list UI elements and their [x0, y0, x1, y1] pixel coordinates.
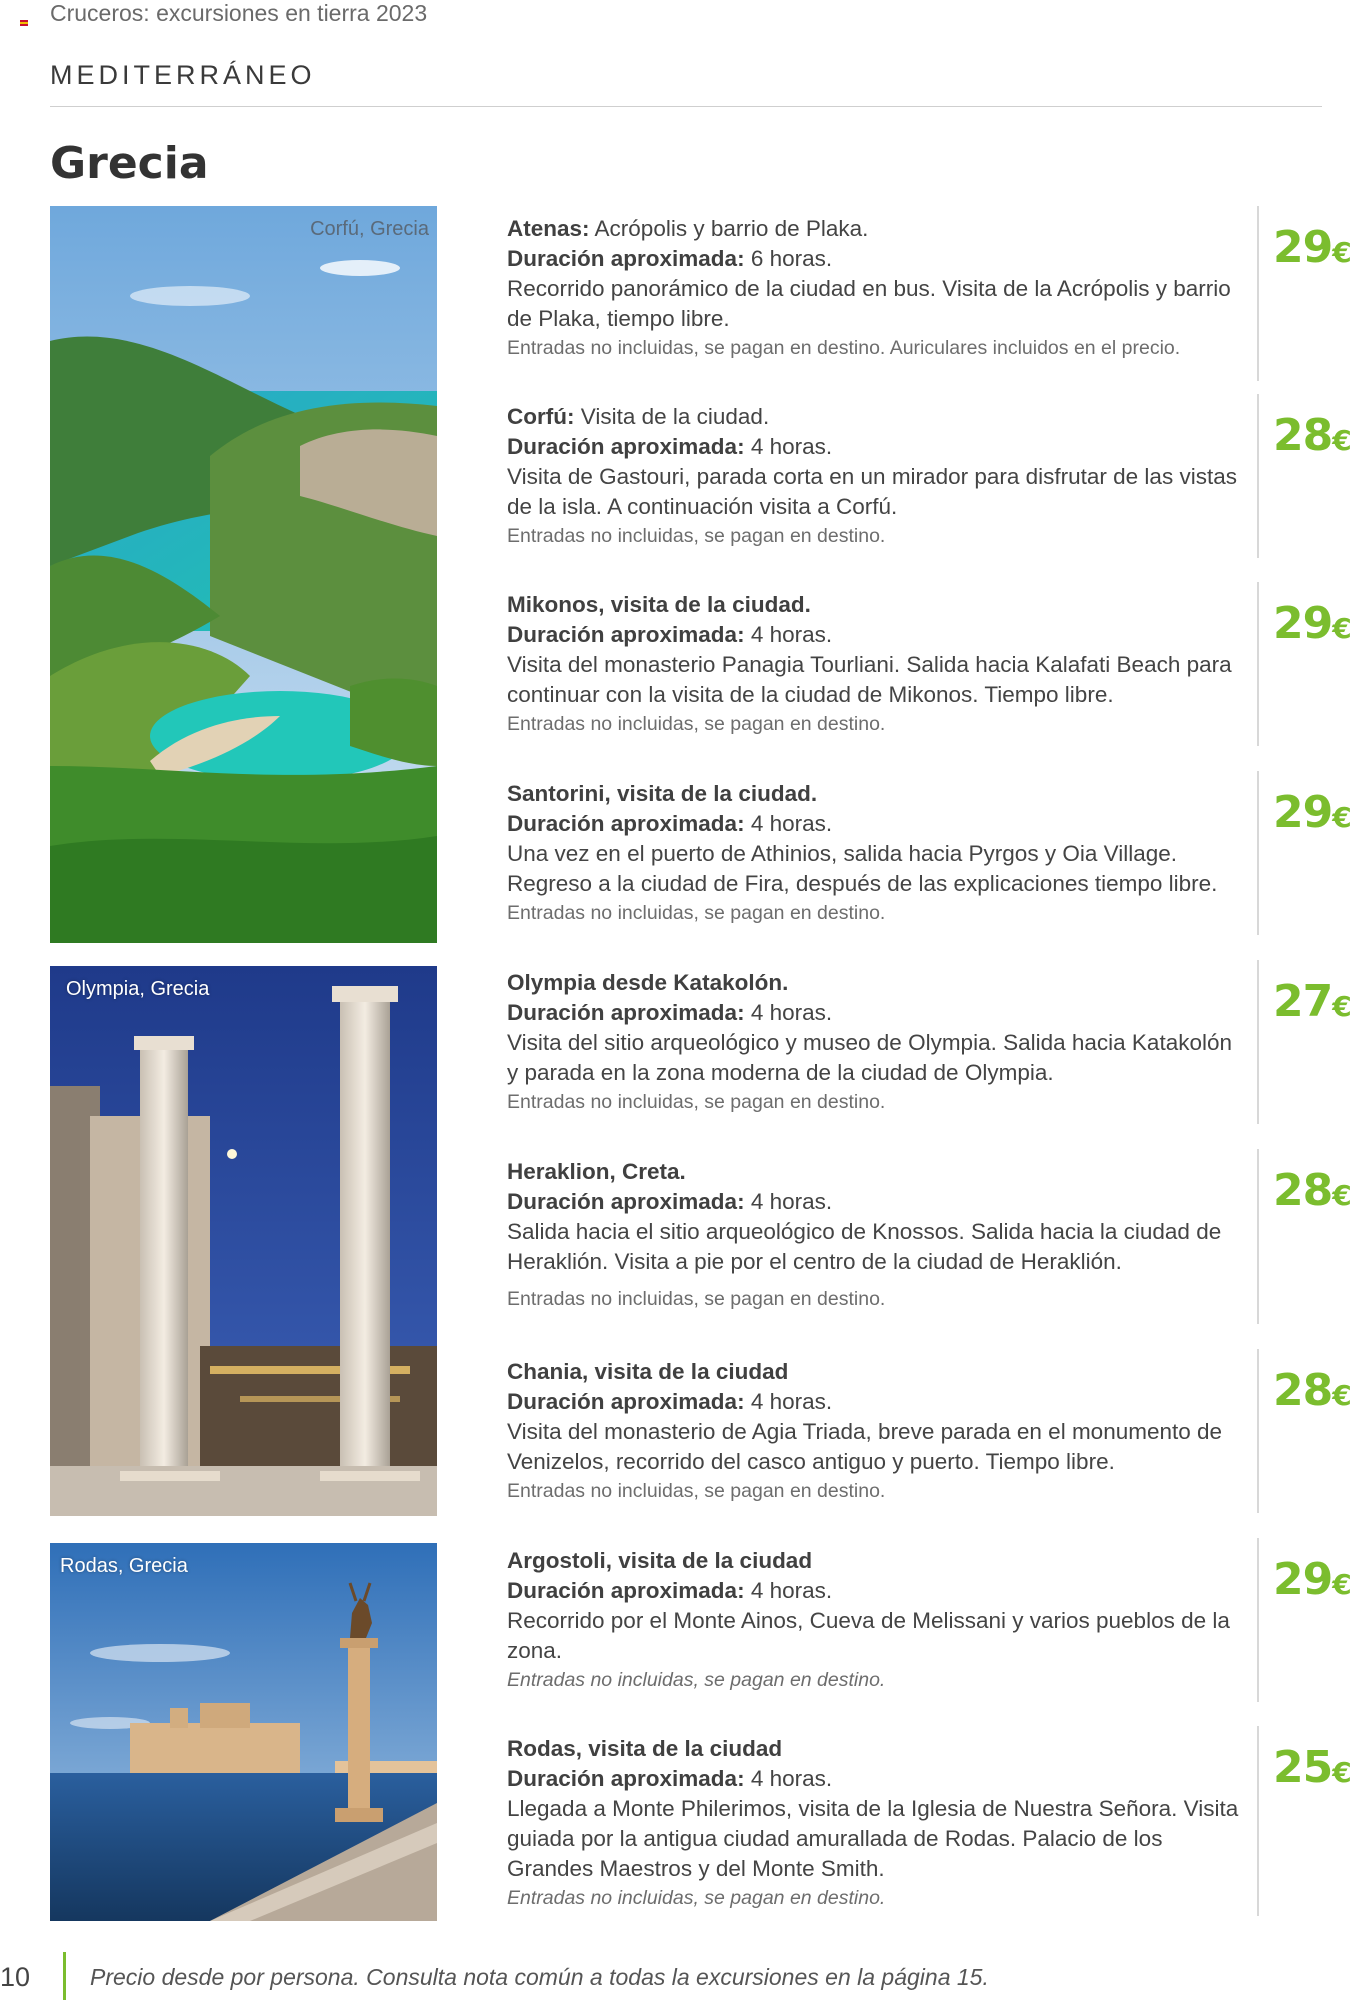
duration-label: Duración aproximada: [507, 1000, 745, 1025]
currency-symbol: € [1332, 1179, 1352, 1212]
price-value: 29 [1273, 1554, 1333, 1605]
excursion-title-bold: Santorini, visita de la ciudad. [507, 781, 818, 806]
excursion-note: Entradas no incluidas, se pagan en destino. [507, 1091, 886, 1113]
duration-value: 4 horas. [744, 434, 833, 459]
excursion-duration [507, 998, 1247, 1028]
excursion-item [507, 1157, 1247, 1313]
excursion-title-rest: Acrópolis y barrio de Plaka. [589, 216, 869, 241]
price-value: 29 [1273, 598, 1333, 649]
excursion-note: Entradas no incluidas, se pagan en destino. [507, 902, 886, 924]
excursion-note: Entradas no incluidas, se pagan en destino. Auriculares incluidos en el precio. [507, 337, 1181, 359]
duration-label: Duración aproximada: [507, 1389, 745, 1414]
excursion-title-bold: Corfú: [507, 404, 575, 429]
excursion-description: Llegada a Monte Philerimos, visita de la Iglesia de Nuestra Señora. Visita guiada por la antigua ciudad amurallada de Rodas. Palacio de los Grandes Maestros y del Monte Smith. [507, 1796, 1239, 1881]
excursion-title [507, 968, 1247, 998]
footer-accent-bar [63, 1952, 66, 2000]
duration-value: 4 horas. [744, 1578, 833, 1603]
excursion-title-rest: Visita de la ciudad. [574, 404, 770, 429]
photo-caption: Corfú, Grecia [310, 218, 429, 240]
duration-value: 4 horas. [744, 1766, 833, 1791]
price-value: 28 [1273, 1165, 1333, 1216]
price-box [1257, 206, 1352, 381]
harbour-photo-icon [50, 1543, 437, 1921]
excursion-title-bold: Mikonos, visita de la ciudad. [507, 592, 811, 617]
excursion-item [507, 1546, 1247, 1694]
price-tag [1273, 598, 1352, 649]
currency-symbol: € [1332, 801, 1352, 834]
excursion-description: Una vez en el puerto de Athinios, salida hacia Pyrgos y Oia Village. Regreso a la ciudad de Fira, después de las explicaciones tiempo libre. [507, 841, 1218, 896]
columns-photo-icon [50, 966, 437, 1516]
price-value: 25 [1273, 1742, 1333, 1793]
excursion-title-bold: Heraklion, Creta. [507, 1159, 686, 1184]
price-box [1257, 582, 1352, 746]
excursion-item [507, 968, 1247, 1116]
publication-title: Cruceros: excursiones en tierra 2023 [50, 0, 428, 26]
flag-icon [20, 20, 28, 26]
price-tag [1273, 1165, 1352, 1216]
excursion-duration [507, 1576, 1247, 1606]
duration-value: 6 horas. [744, 246, 833, 271]
excursion-note: Entradas no incluidas, se pagan en destino. [507, 1887, 886, 1909]
footer-note: Precio desde por persona. Consulta nota común a todas la excursiones en la página 15. [90, 1964, 989, 1990]
duration-value: 4 horas. [744, 1189, 833, 1214]
currency-symbol: € [1332, 236, 1352, 269]
photo-caption: Olympia, Grecia [66, 978, 210, 1000]
excursion-title [507, 1546, 1247, 1576]
price-box [1257, 1726, 1352, 1916]
duration-value: 4 horas. [744, 1389, 833, 1414]
excursion-title-bold: Rodas, visita de la ciudad [507, 1736, 783, 1761]
excursion-title [507, 1157, 1247, 1187]
price-box [1257, 771, 1352, 935]
price-tag [1273, 410, 1352, 461]
duration-label: Duración aproximada: [507, 246, 745, 271]
excursion-item [507, 402, 1247, 550]
price-box [1257, 394, 1352, 558]
excursion-note: Entradas no incluidas, se pagan en destino. [507, 1480, 886, 1502]
photo-caption: Rodas, Grecia [60, 1555, 188, 1577]
page-number: 10 [0, 1962, 31, 1992]
excursion-item [507, 1734, 1247, 1912]
duration-label: Duración aproximada: [507, 1189, 745, 1214]
excursion-item [507, 590, 1247, 738]
currency-symbol: € [1332, 612, 1352, 645]
excursion-title [507, 1734, 1247, 1764]
duration-label: Duración aproximada: [507, 434, 745, 459]
excursion-description: Recorrido panorámico de la ciudad en bus. Visita de la Acrópolis y barrio de Plaka, tiempo libre. [507, 276, 1231, 331]
excursion-title [507, 402, 1247, 432]
duration-label: Duración aproximada: [507, 1578, 745, 1603]
excursion-title [507, 779, 1247, 809]
excursion-note: Entradas no incluidas, se pagan en destino. [507, 1669, 886, 1691]
price-value: 29 [1273, 787, 1333, 838]
excursion-note: Entradas no incluidas, se pagan en destino. [507, 525, 886, 547]
region-heading: MEDITERRÁNEO [50, 60, 316, 90]
price-tag [1273, 1365, 1352, 1416]
excursion-duration [507, 620, 1247, 650]
excursion-title [507, 590, 1247, 620]
excursion-note: Entradas no incluidas, se pagan en destino. [507, 713, 886, 735]
excursion-note: Entradas no incluidas, se pagan en destino. [507, 1288, 886, 1310]
excursion-title-bold: Atenas: [507, 216, 590, 241]
excursion-title-bold: Olympia desde Katakolón. [507, 970, 789, 995]
excursion-title-bold: Argostoli, visita de la ciudad [507, 1548, 813, 1573]
currency-symbol: € [1332, 1568, 1352, 1601]
duration-label: Duración aproximada: [507, 1766, 745, 1791]
country-heading: Grecia [50, 138, 209, 189]
currency-symbol: € [1332, 990, 1352, 1023]
excursion-description: Salida hacia el sitio arqueológico de Knossos. Salida hacia la ciudad de Heraklión. Visita a pie por el centro de la ciudad de Heraklión. [507, 1219, 1222, 1274]
excursion-description: Recorrido por el Monte Ainos, Cueva de Melissani y varios pueblos de la zona. [507, 1608, 1230, 1663]
excursion-item [507, 214, 1247, 362]
currency-symbol: € [1332, 1756, 1352, 1789]
duration-value: 4 horas. [744, 811, 833, 836]
divider [50, 106, 1322, 107]
price-box [1257, 960, 1352, 1124]
excursion-title-bold: Chania, visita de la ciudad [507, 1359, 789, 1384]
price-tag [1273, 1554, 1352, 1605]
excursion-duration [507, 809, 1247, 839]
duration-value: 4 horas. [744, 622, 833, 647]
excursion-duration [507, 1387, 1247, 1417]
duration-value: 4 horas. [744, 1000, 833, 1025]
excursion-item [507, 1357, 1247, 1505]
excursion-description: Visita de Gastouri, parada corta en un mirador para disfrutar de las vistas de la isla. A continuación visita a Corfú. [507, 464, 1237, 519]
price-tag [1273, 976, 1352, 1027]
price-box [1257, 1149, 1352, 1324]
price-value: 28 [1273, 1365, 1333, 1416]
duration-label: Duración aproximada: [507, 622, 745, 647]
excursion-duration [507, 432, 1247, 462]
photo-corfu [50, 206, 437, 943]
excursion-description: Visita del monasterio Panagia Tourliani. Salida hacia Kalafati Beach para continuar con la visita de la ciudad de Mikonos. Tiempo libre. [507, 652, 1232, 707]
currency-symbol: € [1332, 424, 1352, 457]
excursion-description: Visita del sitio arqueológico y museo de Olympia. Salida hacia Katakolón y parada en la zona moderna de la ciudad de Olympia. [507, 1030, 1232, 1085]
excursion-duration [507, 244, 1247, 274]
duration-label: Duración aproximada: [507, 811, 745, 836]
price-box [1257, 1538, 1352, 1702]
price-tag [1273, 222, 1352, 273]
price-tag [1273, 787, 1352, 838]
excursion-title [507, 214, 1247, 244]
price-value: 28 [1273, 410, 1333, 461]
excursion-description: Visita del monasterio de Agia Triada, breve parada en el monumento de Venizelos, recorrido del casco antiguo y puerto. Tiempo libre. [507, 1419, 1223, 1474]
excursion-item [507, 779, 1247, 927]
excursion-title [507, 1357, 1247, 1387]
excursion-duration [507, 1187, 1247, 1217]
price-tag [1273, 1742, 1352, 1793]
photo-olympia [50, 966, 437, 1516]
landscape-photo-icon [50, 206, 437, 943]
photo-rodas [50, 1543, 437, 1921]
price-box [1257, 1349, 1352, 1513]
price-value: 29 [1273, 222, 1333, 273]
price-value: 27 [1273, 976, 1333, 1027]
currency-symbol: € [1332, 1379, 1352, 1412]
excursion-duration [507, 1764, 1247, 1794]
